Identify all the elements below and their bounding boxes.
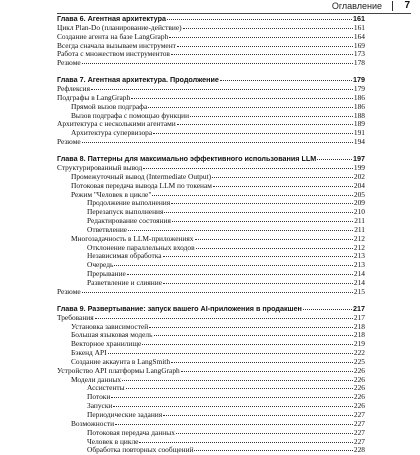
dot-leader — [213, 186, 353, 187]
toc-entry-title: Вызов подграфа с помощью функции — [71, 110, 190, 120]
toc-entry — [57, 129, 365, 138]
toc-entry-title: Структурированный вывод — [57, 163, 143, 173]
toc-entry-title: Глава 6. Агентная архитектура — [57, 14, 166, 23]
toc-page-number: 213 — [353, 260, 365, 270]
dot-leader — [127, 274, 353, 275]
toc-page-number: 217 — [353, 303, 365, 313]
dot-leader — [131, 98, 353, 99]
toc-page-number: 189 — [353, 119, 365, 129]
toc-entry — [57, 59, 365, 68]
dot-leader — [143, 168, 353, 169]
toc-page-number: 211 — [354, 216, 365, 226]
dot-leader — [91, 89, 353, 90]
toc-entry-title: Очередь — [87, 260, 114, 270]
toc-entry-title: Прерывание — [87, 269, 126, 279]
header-separator — [392, 1, 393, 11]
toc-entry-title: Векторное хранилище — [71, 339, 142, 349]
toc-page-number: 204 — [353, 180, 365, 190]
toc-entry-title: Цикл Plan-Do (планирование-действие) — [57, 22, 182, 32]
toc-entry-title: Запуски — [87, 401, 113, 411]
toc-entry-title: Работа с множеством инструментов — [57, 49, 170, 59]
toc-page-number: 225 — [353, 356, 365, 366]
toc-entry-title: Промежуточный вывод (Intermediate Output) — [71, 171, 212, 181]
toc-chapter-heading — [57, 76, 365, 85]
toc-entry-title: Независимая обработка — [87, 251, 162, 261]
toc-page-number: 222 — [353, 348, 365, 358]
toc-page-number: 211 — [354, 224, 365, 234]
toc-entry-title: Устройство API платформы LangGraph — [57, 365, 180, 375]
dot-leader — [190, 116, 353, 117]
toc-entry-title: Ответвление — [87, 224, 128, 234]
toc-entry — [57, 438, 365, 447]
dot-leader — [167, 19, 352, 20]
dot-leader — [139, 442, 352, 443]
toc-page-number: 215 — [353, 286, 365, 296]
toc-entry-title: Резюме — [57, 286, 81, 296]
toc-entry-title: Потоковая передача данных — [87, 427, 175, 437]
toc-entry — [57, 50, 365, 59]
dot-leader — [303, 309, 352, 310]
toc-entry-title: Требования — [57, 312, 94, 322]
toc-page-number: 227 — [353, 427, 365, 437]
toc-entry-title: Установка зависимостей — [71, 321, 149, 331]
dot-leader — [183, 28, 353, 29]
toc-page-number: 214 — [353, 269, 365, 279]
toc-entry-title: Периодические задания — [87, 410, 163, 419]
toc-entry — [57, 279, 365, 288]
dot-leader — [220, 80, 352, 81]
dot-leader — [177, 124, 353, 125]
dot-leader — [95, 318, 353, 319]
toc-entry-title: Подграфы в LangGraph — [57, 92, 131, 102]
toc-entry-title: Ассистенты — [87, 383, 125, 393]
toc-entry-title: Всегда сначала вызываем инструмент — [57, 40, 176, 50]
dot-leader — [194, 450, 352, 451]
toc-entry-title: Отклонение параллельных входов — [87, 242, 195, 252]
toc-page-number: 210 — [353, 207, 365, 217]
toc-entry-title: Глава 8. Паттерны для максимально эффективного использования LLM — [57, 154, 317, 164]
dot-leader — [163, 415, 353, 416]
dot-leader — [171, 362, 353, 363]
toc-page-number: 209 — [353, 198, 365, 208]
toc-page-number: 226 — [353, 392, 365, 402]
toc-entry-title: Глава 7. Агентная архитектура. Продолжение — [57, 75, 219, 85]
toc-page-number: 191 — [353, 128, 365, 138]
dot-leader — [108, 353, 353, 354]
toc-page-number: 219 — [353, 339, 365, 349]
dot-leader — [148, 107, 353, 108]
toc-page-number: 173 — [353, 49, 365, 59]
dot-leader — [154, 335, 353, 336]
toc-page-number: 226 — [353, 365, 365, 375]
toc-page-number: 213 — [353, 251, 365, 261]
toc-entry — [57, 138, 365, 147]
toc-page-number: 218 — [353, 330, 365, 340]
dot-leader — [152, 195, 353, 196]
dot-leader — [115, 424, 353, 425]
toc-entry-title: Потоки — [87, 392, 111, 402]
toc-entry-title: Глава 9. Развертывание: запуск вашего AI-приложения в продакшен — [57, 303, 302, 313]
toc-page-number: 228 — [353, 445, 365, 455]
dot-leader — [163, 256, 353, 257]
toc-page-number: 212 — [353, 233, 365, 243]
toc-entry-title: Рефлексия — [57, 84, 90, 94]
toc-page-number: 188 — [353, 110, 365, 120]
dot-leader — [163, 283, 353, 284]
dot-leader — [82, 63, 353, 64]
dot-leader — [171, 54, 353, 55]
toc-page-number: 197 — [353, 154, 365, 164]
dot-leader — [176, 433, 353, 434]
toc-entry-title: Потоковая передача вывода LLM по токенам — [71, 180, 212, 190]
toc-entry-title: Многозадачность в LLM-приложениях — [71, 233, 194, 243]
toc-page-number: 194 — [353, 137, 365, 147]
toc-entry-title: Бэкенд API — [71, 348, 107, 358]
toc-entry-title: Резюме — [57, 58, 81, 68]
toc-page-number: 161 — [353, 14, 365, 23]
dot-leader — [171, 203, 353, 204]
toc-page-number: 212 — [353, 242, 365, 252]
toc-page-number: 205 — [353, 189, 365, 199]
toc-entry-title: Режим "Человек в цикле" — [71, 189, 152, 199]
toc-entry-title: Возможности — [71, 418, 115, 428]
dot-leader — [212, 177, 353, 178]
dot-leader — [142, 344, 353, 345]
dot-leader — [317, 159, 352, 160]
running-header-title: Оглавление — [331, 1, 382, 11]
dot-leader — [196, 248, 353, 249]
toc-entry-title: Создание аккаунта в LangSmith — [71, 356, 171, 366]
toc-page-number: 227 — [353, 418, 365, 428]
toc-entry-title: Продолжение выполнения — [87, 198, 171, 208]
toc-page-number: 227 — [353, 436, 365, 446]
toc-entry-title: Резюме — [57, 137, 81, 147]
toc-page-number: 202 — [353, 171, 365, 181]
toc-page-number: 226 — [353, 383, 365, 393]
dot-leader — [153, 133, 353, 134]
dot-leader — [149, 327, 353, 328]
toc-page-number: 178 — [353, 58, 365, 68]
toc-entry-title: Обработка повторных сообщений — [87, 445, 194, 455]
toc-page-number: 179 — [353, 75, 365, 85]
toc-entry-title: Редактирование состояния — [87, 216, 171, 226]
dot-leader — [122, 380, 353, 381]
dot-leader — [169, 37, 353, 38]
toc-page-number: 164 — [353, 31, 365, 41]
dot-leader — [82, 292, 353, 293]
dot-leader — [126, 388, 353, 389]
toc-page-number: 179 — [353, 84, 365, 94]
toc-entry — [57, 420, 365, 429]
toc-page-number: 186 — [353, 101, 365, 111]
dot-leader — [113, 406, 353, 407]
toc-entry-title: Большая языковая модель — [71, 330, 153, 340]
toc-entry-title: Разветвление и слияние — [87, 278, 162, 287]
dot-leader — [128, 230, 353, 231]
dot-leader — [111, 397, 353, 398]
toc-entry-title: Модели данных — [71, 374, 122, 384]
toc-page-number: 226 — [353, 374, 365, 384]
toc-page-number: 226 — [353, 401, 365, 411]
toc-entry-title: Перезапуск выполнения — [87, 207, 164, 217]
dot-leader — [164, 212, 353, 213]
toc-page-number: 214 — [353, 278, 365, 287]
toc-page-number: 217 — [353, 312, 365, 322]
toc-page-number: 218 — [353, 321, 365, 331]
toc-entry-title: Прямой вызов подграфа — [71, 101, 148, 111]
dot-leader — [82, 142, 353, 143]
toc-entry — [57, 446, 365, 455]
toc-entry — [57, 429, 365, 438]
table-of-contents — [57, 15, 365, 455]
toc-page-number: 199 — [353, 163, 365, 173]
dot-leader — [181, 371, 353, 372]
toc-entry-title: Создание агента на базе LangGraph — [57, 31, 169, 41]
toc-page-number: 227 — [353, 410, 365, 419]
toc-chapter-heading — [57, 305, 365, 314]
page-number: 7 — [404, 0, 410, 11]
toc-entry-title: Человек в цикле — [87, 436, 139, 446]
toc-entry-title: Архитектура с несколькими агентами — [57, 119, 176, 129]
dot-leader — [114, 265, 353, 266]
toc-page-number: 161 — [353, 22, 365, 32]
toc-page-number: 186 — [353, 92, 365, 102]
dot-leader — [177, 46, 353, 47]
toc-entry-title: Архитектура супервизора — [71, 128, 153, 138]
dot-leader — [172, 221, 353, 222]
toc-entry — [57, 288, 365, 297]
page-header — [0, 0, 420, 14]
toc-page-number: 169 — [353, 40, 365, 50]
dot-leader — [195, 239, 353, 240]
